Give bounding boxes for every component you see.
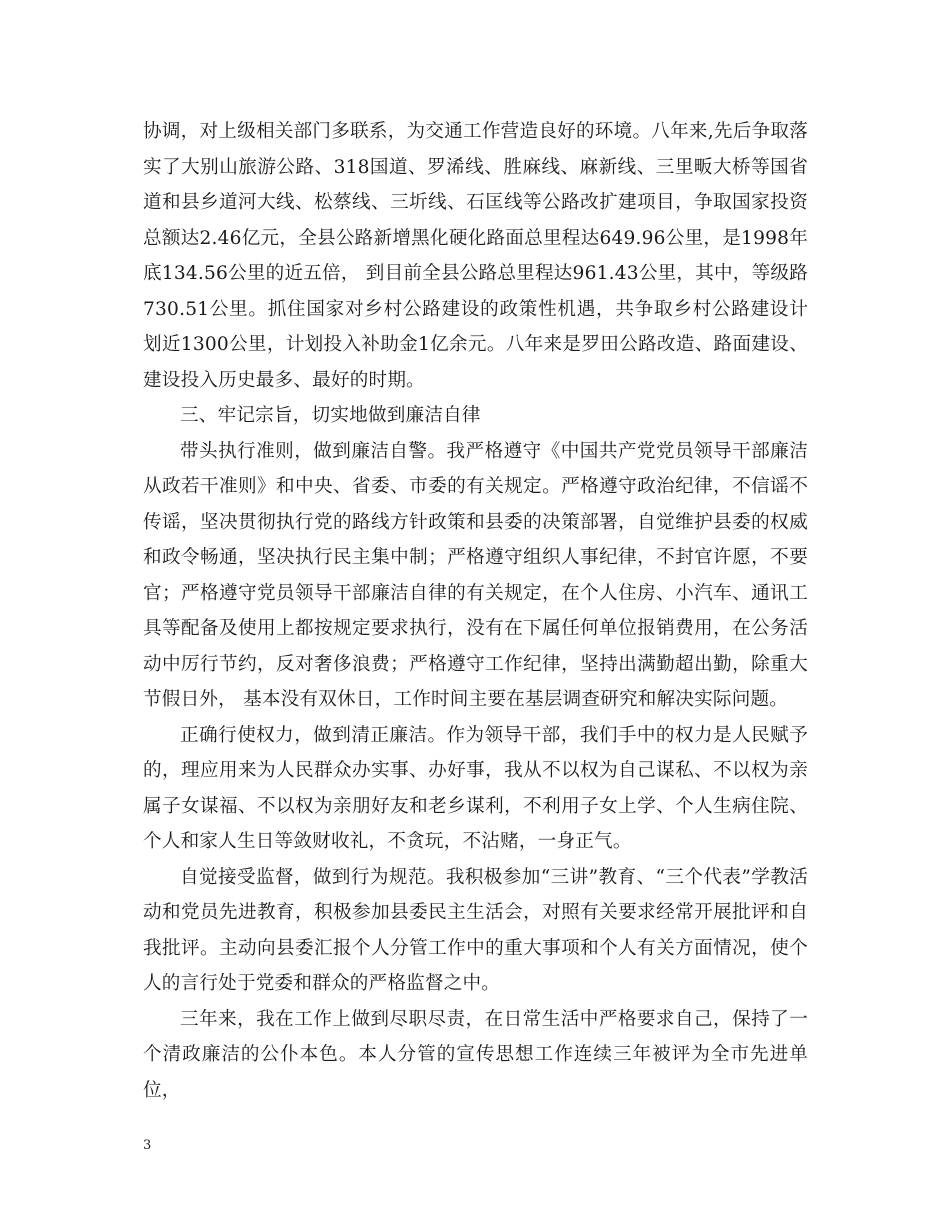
paragraph-self-discipline: 带头执行准则，做到廉洁自警。我严格遵守《中国共产党党员领导干部廉洁从政若干准则》和中央、省委、市委的有关规定。严格遵守政治纪律，不信谣不传谣，坚决贯彻执行党的路线方针政策和县委的决策部署，自觉维护县委的权威和政令畅通，坚决执行民主集中制；严格遵守组织人事纪律，不封官许愿，不要官；严格遵守党员领导干部廉洁自律的有关规定，在个人住房、小汽车、通讯工具等配备及使用上都按规定要求执行，没有在下属任何单位报销费用，在公务活动中厉行节约，反对奢侈浪费；严格遵守工作纪律，坚持出满勤超出勤，除重大节假日外， 基本没有双休日，工作时间主要在基层调查研究和解决实际问题。 xyxy=(143,440,808,710)
section-heading-integrity: 三、牢记宗旨，切实地做到廉洁自律 xyxy=(180,405,481,426)
paragraph-accept-supervision: 自觉接受监督，做到行为规范。我积极参加“三讲”教育、“三个代表”学教活动和党员先进教育，积极参加县委民主生活会，对照有关要求经常开展批评和自我批评。主动向县委汇报个人分管工作中的重大事项和个人有关方面情况，使个人的言行处于党委和群众的严格监督之中。 xyxy=(143,866,808,994)
paragraph-exercise-power: 正确行使权力，做到清正廉洁。作为领导干部，我们手中的权力是人民赋予的，理应用来为人民群众办实事、办好事，我从不以权为自己谋私、不以权为亲属子女谋福、不以权为亲朋好友和老乡谋利，不利用子女上学、个人生病住院、个人和家人生日等敛财收礼，不贪玩，不沾赌，一身正气。 xyxy=(143,724,808,852)
paragraph-three-years-summary: 三年来，我在工作上做到尽职尽责，在日常生活中严格要求自己，保持了一个清政廉洁的公仆本色。本人分管的宣传思想工作连续三年被评为全市先进单位， xyxy=(143,1008,808,1101)
document-body xyxy=(143,114,808,1108)
paragraph-road-construction: 协调，对上级相关部门多联系，为交通工作营造良好的环境。八年来,先后争取落实了大别山旅游公路、318国道、罗浠线、胜麻线、麻新线、三里畈大桥等国省道和县乡道河大线、松蔡线、三圻线、石匡线等公路改扩建项目，争取国家投资总额达2.46亿元，全县公路新增黑化硬化路面总里程达649.96公里，是1998年底134.56公里的近五倍， 到目前全县公路总里程达961.43公里，其中，等级路730.51公里。抓住国家对乡村公路建设的政策性机遇，共争取乡村公路建设计划近1300公里，计划投入补助金1亿余元。八年来是罗田公路改造、路面建设、建设投入历史最多、最好的时期。 xyxy=(143,121,808,391)
page-number: 3 xyxy=(143,1138,152,1153)
